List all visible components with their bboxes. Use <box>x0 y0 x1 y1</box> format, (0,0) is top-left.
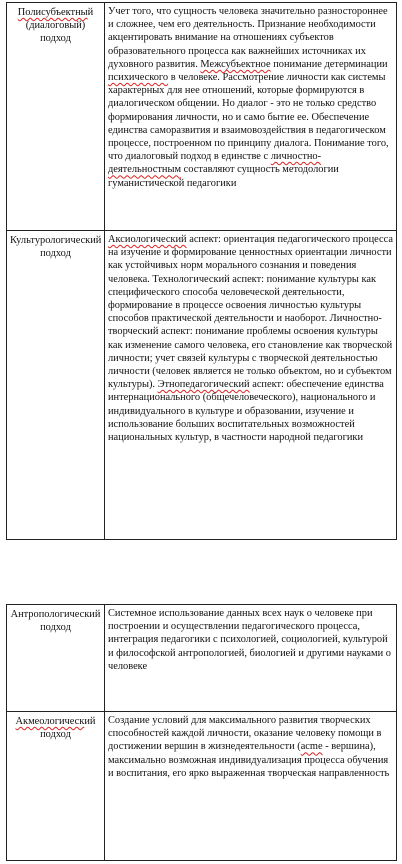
spellcheck-flagged-word: acme <box>300 741 323 753</box>
row-content <box>105 3 397 231</box>
text-run: составляют сущность методологии гуманистической педагогики <box>108 164 339 189</box>
text-run: - вершина), максимально возможная индивидуализация процесса обучения и воспитания, его ярко выраженная творческая направленность <box>108 741 390 779</box>
spellcheck-flagged-word: Акмеологическ <box>15 716 85 727</box>
approaches-table-bottom <box>6 604 397 861</box>
text-run: ий подход <box>40 716 96 741</box>
spellcheck-flagged-word: Аксиологический <box>108 234 187 245</box>
table-row <box>7 605 397 712</box>
table-row <box>7 3 397 231</box>
spellcheck-flagged-word: Этнопедагогический <box>157 379 250 391</box>
row-heading <box>7 605 105 712</box>
row-content <box>105 231 397 540</box>
text-run: Создание условий для максимального развития творческих способностей каждой личности, оказание человеку помощи в достижении вершин в жизнедеятельности ( <box>108 715 382 753</box>
spellcheck-flagged-word: Полисубъектны <box>17 7 88 18</box>
text-run: аспект: обеспечение единства интернационального (общечеловеческого), национального и индивидуального в культуре и образовании, изучение и использование больших воспитательных возможностей национальных культур, в частности народной педагогики <box>108 379 384 444</box>
spellcheck-flagged-word: личностно-деятельностным <box>108 151 322 176</box>
text-run: понимание детерминации <box>270 58 388 70</box>
text-run: Культурологический подход <box>10 235 102 260</box>
approaches-table-top <box>6 2 397 540</box>
row-heading <box>7 712 105 861</box>
text-run: Системное использование данных всех наук о человеке при построении и осуществлении педагогического процесса, интеграция педагогики с психологией, социологией, культурой и философской антропологией, биологией и другими науками о человеке <box>108 608 391 672</box>
table-row <box>7 712 397 861</box>
text-run: Антропологический подход <box>10 609 101 634</box>
row-content <box>105 712 397 861</box>
text-run: й (диалоговый) подход <box>25 7 94 45</box>
text-run: Учет того, что сущность человека значительно разностороннее и сложнее, чем его деятельность. Признание необходимости акцентировать внимание на отношениях субъектов образовательного процесса как важнейших источниках их духовного развития. <box>108 6 388 70</box>
row-content <box>105 605 397 712</box>
spellcheck-flagged-word: Межсубъектное <box>200 58 271 70</box>
table-row <box>7 231 397 540</box>
text-run: в человеке. Рассмотрение личности как системы характерных для нее отношений, которые формируются в диалогическом общении. Но диалог - это не только средство формирования личности, но и само бытие ее. Обеспечение единства саморазвития и взаимовоздействия в педагогическом процессе, построенном по принципу диалога. Понимание того, что диалоговый подход в единстве с <box>108 72 389 163</box>
row-heading <box>7 231 105 540</box>
text-run: аспект: ориентация педагогического процесса на изучение и формирование ценностных ориентации личности как устойчивых норм морального сознания и поведения человека. Технологический аспект: понимание культуры как специфического способа человеческой деятельности, формирование в процессе освоения личностью культуры способов практической деятельности и наоборот. Личностно-творческий аспект: понимание проблемы освоения культуры как изменение самого человека, его становление как творческой личности; учет связей культуры с творческой деятельностью личности (человек является не только объектом, но и субъектом культуры). <box>108 234 393 391</box>
row-heading <box>7 3 105 231</box>
spellcheck-flagged-word: психического <box>108 72 169 84</box>
